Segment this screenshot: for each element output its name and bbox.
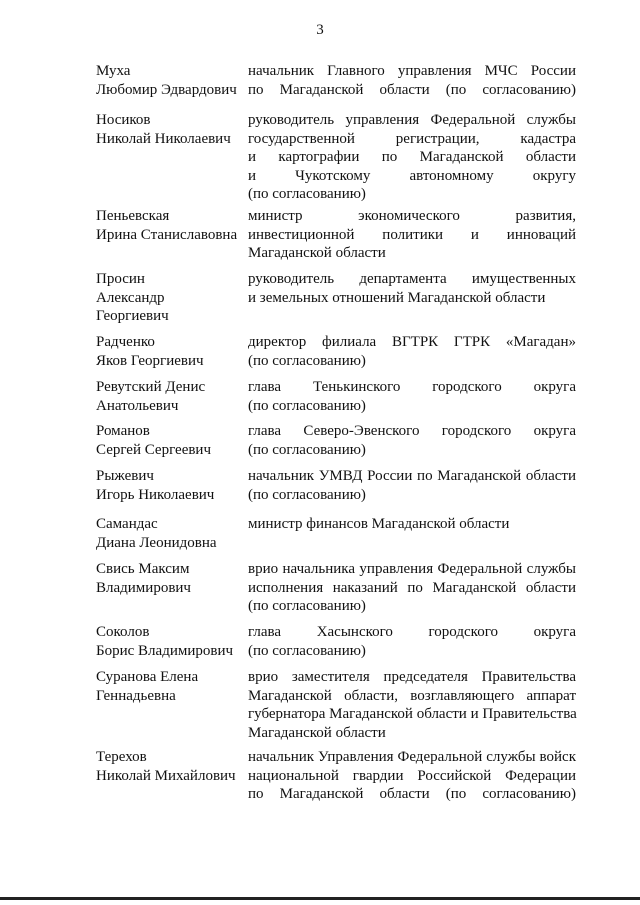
member-position bbox=[248, 560, 576, 616]
member-name bbox=[96, 333, 246, 370]
member-name-line: Самандас bbox=[96, 516, 158, 532]
member-name bbox=[96, 62, 246, 99]
member-name-line: Александр bbox=[96, 289, 165, 306]
member-position-line: врио заместителя председателя Правительства bbox=[248, 669, 576, 685]
member-position-line: глава Хасынского городского округа bbox=[248, 624, 576, 640]
member-name-line: Ревутский Денис bbox=[96, 379, 206, 395]
member-name-line: Соколов bbox=[96, 624, 150, 640]
member-name-line: Геннадьевна bbox=[96, 687, 176, 704]
member-position bbox=[248, 623, 576, 660]
member-name bbox=[96, 378, 246, 415]
member-position-line: Магаданской области bbox=[248, 245, 386, 261]
member-position-line: директор филиала ВГТРК ГТРК «Магадан» bbox=[248, 334, 576, 350]
member-position-line: государственной регистрации, кадастра bbox=[248, 130, 576, 147]
member-name-line: Рыжевич bbox=[96, 468, 154, 484]
member-name bbox=[96, 560, 246, 597]
member-name-line: Игорь Николаевич bbox=[96, 486, 215, 503]
member-position-line: национальной гвардии Российской Федерации bbox=[248, 767, 576, 784]
member-name-line: Пеньевская bbox=[96, 208, 170, 224]
member-name-line: Яков Георгиевич bbox=[96, 352, 204, 369]
member-position-line: исполнения наказаний по Магаданской области bbox=[248, 579, 576, 596]
member-name-line: Терехов bbox=[96, 749, 147, 765]
member-position-line: министр экономического развития, bbox=[248, 208, 576, 224]
member-position-line: по Магаданской области (по согласованию) bbox=[248, 81, 576, 98]
member-position-line: Магаданской области, возглавляющего аппарат bbox=[248, 687, 576, 704]
member-position-line: и картографии по Магаданской области bbox=[248, 149, 576, 165]
member-position-line: глава Тенькинского городского округа bbox=[248, 379, 576, 395]
member-position-line: (по согласованию) bbox=[248, 397, 366, 414]
member-name-line: Радченко bbox=[96, 334, 155, 350]
member-name-line: Владимирович bbox=[96, 579, 191, 596]
member-name bbox=[96, 748, 246, 785]
member-position bbox=[248, 515, 576, 534]
member-position-line: инвестиционной политики и инноваций bbox=[248, 226, 576, 243]
member-position bbox=[248, 111, 576, 204]
member-name-line: Романов bbox=[96, 423, 150, 439]
member-position-line: и Чукотскому автономному округу bbox=[248, 167, 576, 184]
member-position bbox=[248, 378, 576, 415]
member-name-line: Суранова Елена bbox=[96, 669, 199, 685]
member-position-line: руководитель управления Федеральной службы bbox=[248, 112, 576, 128]
member-name bbox=[96, 111, 246, 148]
bottom-divider bbox=[0, 897, 640, 900]
member-name-line: Муха bbox=[96, 63, 131, 79]
member-name-line: Ирина Станиславовна bbox=[96, 226, 238, 243]
member-name-line: Николай Николаевич bbox=[96, 130, 231, 147]
member-position-line: (по согласованию) bbox=[248, 642, 366, 659]
member-position-line: начальник Управления Федеральной службы войск bbox=[248, 749, 576, 765]
member-name bbox=[96, 467, 246, 504]
member-name-line: Диана Леонидовна bbox=[96, 534, 217, 551]
member-position bbox=[248, 668, 576, 742]
member-name-line: Носиков bbox=[96, 112, 151, 128]
member-name-line: Сергей Сергеевич bbox=[96, 441, 212, 458]
member-position-line: и земельных отношений Магаданской области bbox=[248, 289, 546, 306]
member-position bbox=[248, 422, 576, 459]
member-position-line: министр финансов Магаданской области bbox=[248, 516, 510, 532]
member-name bbox=[96, 422, 246, 459]
member-position-line: начальник Главного управления МЧС России bbox=[248, 63, 576, 79]
member-name-line: Любомир Эдвардович bbox=[96, 81, 237, 98]
member-position bbox=[248, 62, 576, 99]
member-position bbox=[248, 270, 576, 307]
member-name-line: Борис Владимирович bbox=[96, 642, 234, 659]
member-position bbox=[248, 207, 576, 263]
member-name bbox=[96, 270, 246, 326]
member-name-line: Свись Максим bbox=[96, 561, 190, 577]
member-name-line: Георгиевич bbox=[96, 308, 169, 324]
page-number: 3 bbox=[316, 22, 324, 38]
member-position-line: (по согласованию) bbox=[248, 186, 366, 202]
member-position-line: (по согласованию) bbox=[248, 352, 366, 369]
member-name-line: Анатольевич bbox=[96, 397, 179, 414]
member-position-line: врио начальника управления Федеральной службы bbox=[248, 561, 576, 577]
member-position-line: губернатора Магаданской области и Правительства bbox=[248, 706, 577, 722]
member-position bbox=[248, 467, 576, 504]
member-name bbox=[96, 623, 246, 660]
member-name-line: Просин bbox=[96, 271, 145, 287]
member-position-line: Магаданской области bbox=[248, 724, 386, 741]
member-name bbox=[96, 515, 246, 552]
member-position-line: начальник УМВД России по Магаданской области bbox=[248, 468, 576, 484]
member-position bbox=[248, 333, 576, 370]
member-position-line: по Магаданской области (по согласованию) bbox=[248, 786, 576, 802]
member-position-line: глава Северо-Эвенского городского округа bbox=[248, 423, 576, 439]
member-position-line: (по согласованию) bbox=[248, 598, 366, 614]
member-position-line: (по согласованию) bbox=[248, 486, 366, 503]
member-name bbox=[96, 207, 246, 244]
member-position-line: (по согласованию) bbox=[248, 441, 366, 458]
member-position bbox=[248, 748, 576, 804]
member-position-line: руководитель департамента имущественных bbox=[248, 271, 576, 287]
member-name-line: Николай Михайлович bbox=[96, 767, 236, 784]
member-name bbox=[96, 668, 246, 705]
